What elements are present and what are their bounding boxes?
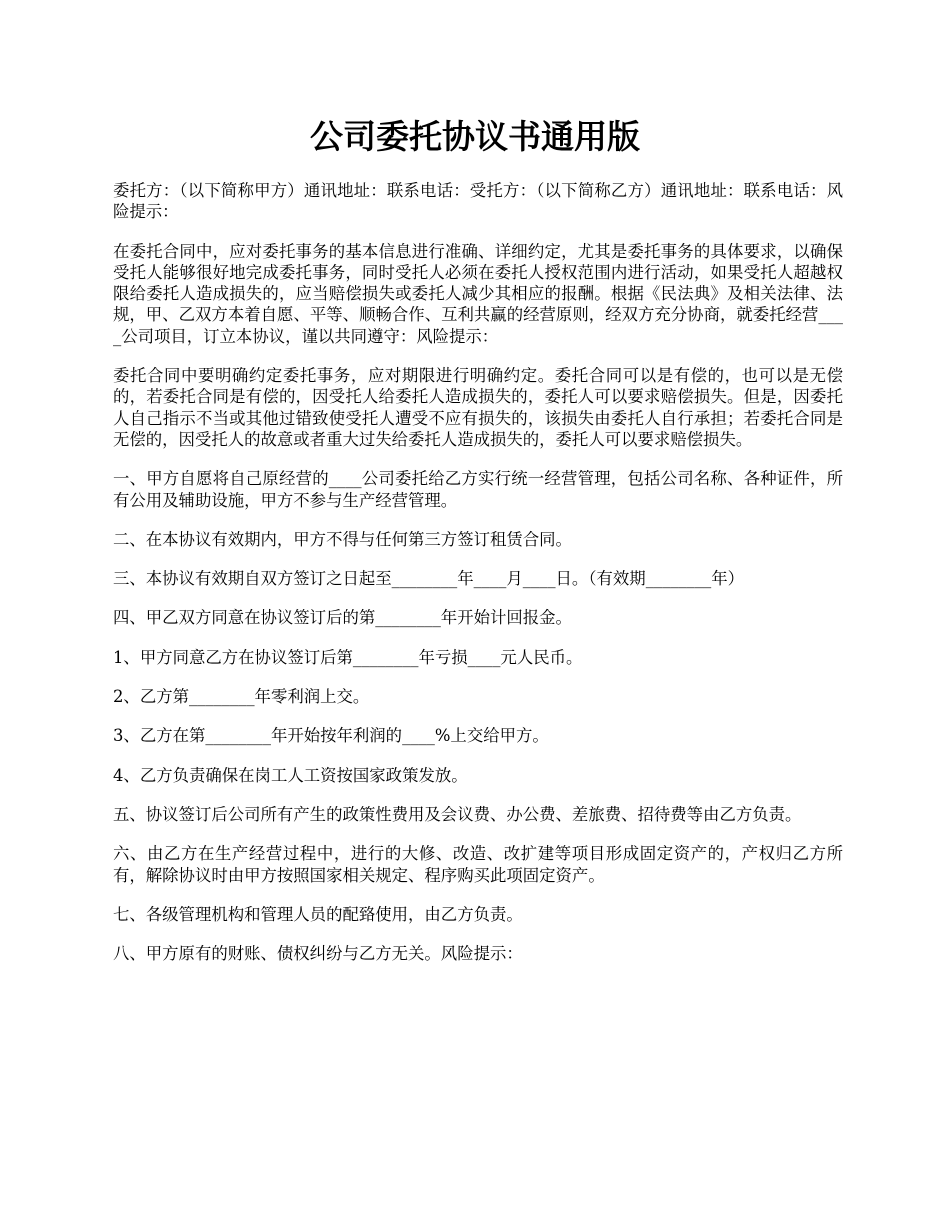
paragraph-preamble: 在委托合同中，应对委托事务的基本信息进行准确、详细约定，尤其是委托事务的具体要求，以确保受托人能够很好地完成委托事务，同时受托人必须在委托人授权范围内进行活动，如果受托人超越权限给委托人造成损失的，应当赔偿损失或委托人减少其相应的报酬。根据《民法典》及相关法律、法规，甲、乙双方本着自愿、平等、顺畅合作、互利共赢的经营原则，经双方充分协商，就委托经营____公司项目，订立本协议，谨以共同遵守：风险提示：	[113, 241, 843, 346]
clause-2: 二、在本协议有效期内，甲方不得与任何第三方签订租赁合同。	[113, 529, 572, 549]
document-title: 公司委托协议书通用版	[310, 117, 640, 156]
clause-4-item-3: 3、乙方在第________年开始按年利润的____%上交给甲方。	[113, 726, 549, 746]
paragraph-risk-notice: 委托合同中要明确约定委托事务，应对期限进行明确约定。委托合同可以是有偿的，也可以是无偿的，若委托合同是有偿的，因受托人给委托人造成损失的，委托人可以要求赔偿损失。但是，因委托人自己指示不当或其他过错致使受托人遭受不应有损失的，该损失由委托人自行承担；若委托合同是无偿的，因受托人的故意或者重大过失给委托人造成损失的，委托人可以要求赔偿损失。	[113, 366, 843, 449]
clause-7: 七、各级管理机构和管理人员的配臵使用，由乙方负责。	[113, 904, 523, 924]
clause-4-item-2: 2、乙方第________年零利润上交。	[113, 687, 370, 707]
clause-4-item-4: 4、乙方负责确保在岗工人工资按国家政策发放。	[113, 765, 468, 785]
document-body	[113, 180, 843, 982]
clause-4-item-1: 1、甲方同意乙方在协议签订后第________年亏损____元人民币。	[113, 647, 583, 667]
clause-6: 六、由乙方在生产经营过程中，进行的大修、改造、改扩建等项目形成固定资产的，产权归乙方所有，解除协议时由甲方按照国家相关规定、程序购买此项固定资产。	[113, 844, 843, 885]
clause-4: 四、甲乙双方同意在协议签订后的第________年开始计回报金。	[113, 608, 572, 628]
clause-8: 八、甲方原有的财账、债权纠纷与乙方无关。风险提示：	[113, 944, 523, 964]
clause-5: 五、协议签订后公司所有产生的政策性费用及会议费、办公费、差旅费、招待费等由乙方负责。	[113, 804, 802, 824]
clause-1: 一、甲方自愿将自己原经营的____公司委托给乙方实行统一经营管理，包括公司名称、各种证件，所有公用及辅助设施，甲方不参与生产经营管理。	[113, 469, 843, 510]
paragraph-parties: 委托方：（以下简称甲方）通讯地址：联系电话：受托方：（以下简称乙方）通讯地址：联系电话：风险提示：	[113, 181, 843, 222]
clause-3: 三、本协议有效期自双方签订之日起至________年____月____日。（有效期________年）	[113, 569, 745, 589]
